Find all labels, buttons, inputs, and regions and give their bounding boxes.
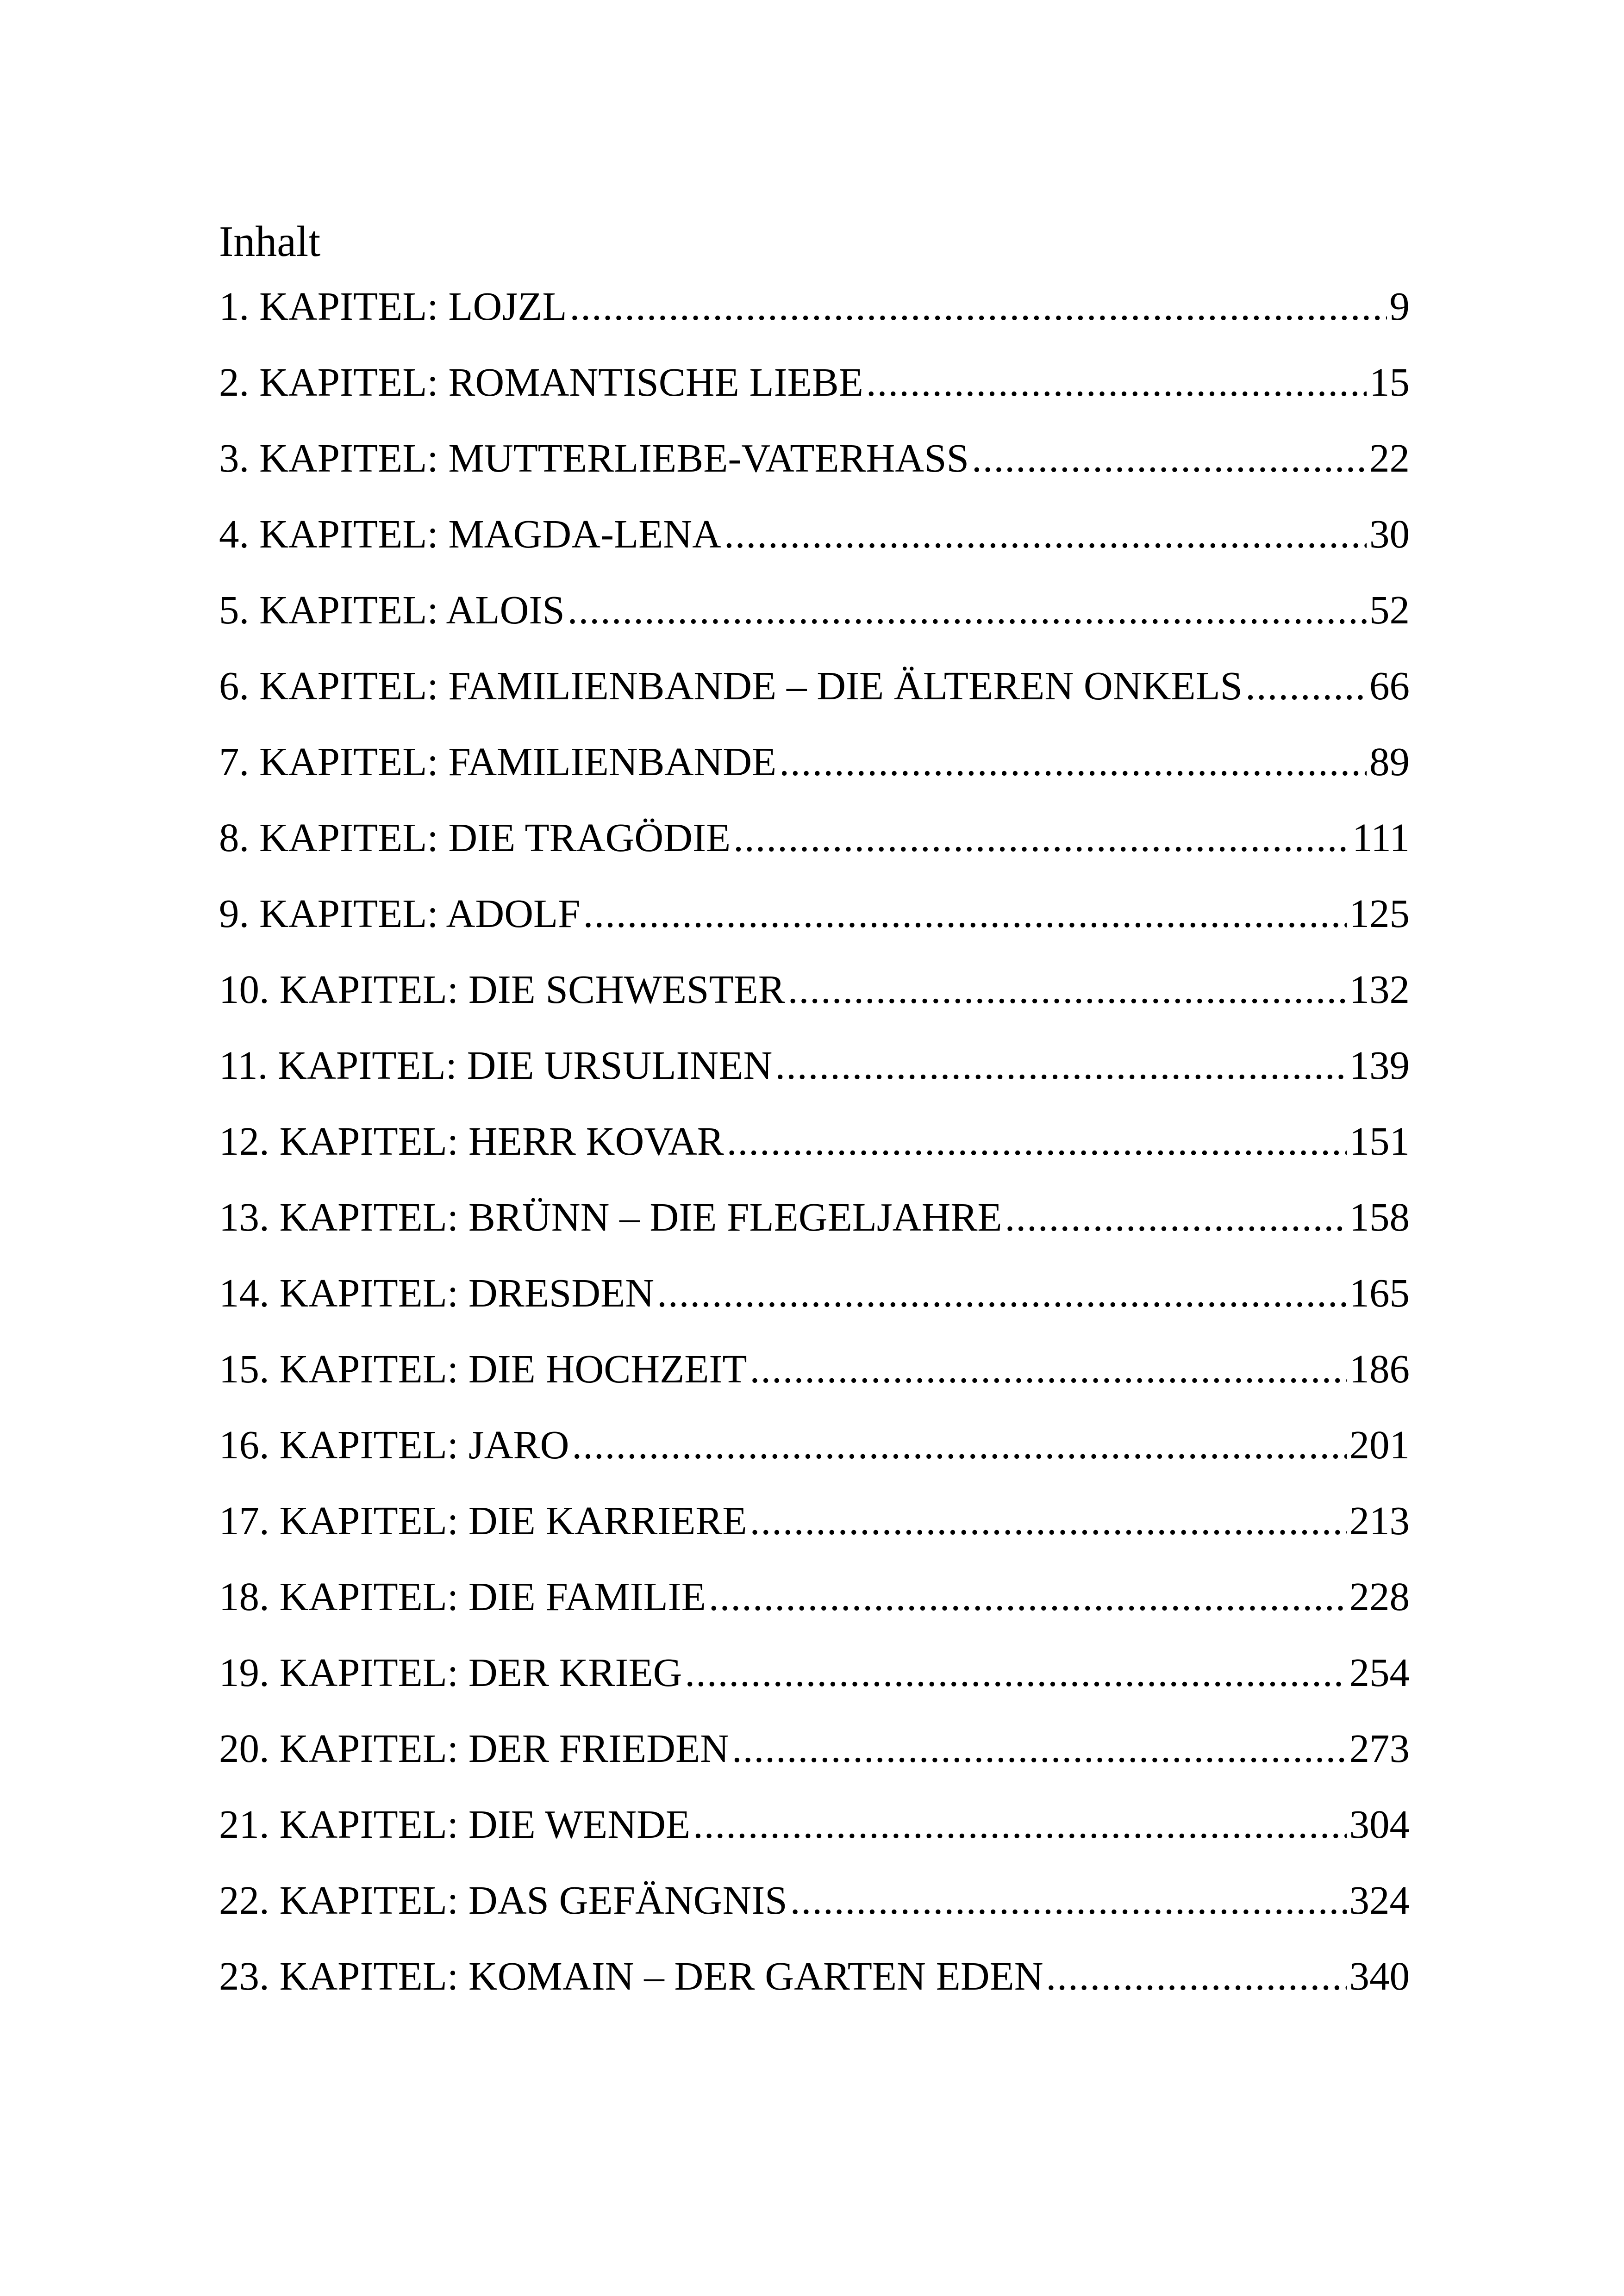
- toc-entry-label: 20. KAPITEL: DER FRIEDEN: [219, 1726, 729, 1771]
- toc-entry[interactable]: [219, 1018, 1410, 1094]
- toc-dot-leader: [583, 885, 1347, 942]
- toc-entry-label: 15. KAPITEL: DIE HOCHZEIT: [219, 1346, 747, 1391]
- toc-entry-page-number: 186: [1349, 1346, 1410, 1391]
- toc-entry-page-number: 340: [1349, 1954, 1410, 1998]
- toc-dot-leader: [750, 1340, 1346, 1398]
- toc-entry-label: 12. KAPITEL: HERR KOVAR: [219, 1119, 724, 1164]
- toc-entry[interactable]: [219, 1777, 1410, 1853]
- toc-entry-label: 18. KAPITEL: DIE FAMILIE: [219, 1574, 706, 1619]
- toc-entry[interactable]: [219, 1929, 1410, 2005]
- toc-dot-leader: [685, 1644, 1346, 1701]
- toc-entry[interactable]: [219, 1701, 1410, 1777]
- toc-entry-label: 8. KAPITEL: DIE TRAGÖDIE: [219, 815, 731, 860]
- toc-entry-label: 9. KAPITEL: ADOLF: [219, 891, 581, 936]
- toc-entry-page-number: 228: [1349, 1574, 1410, 1619]
- toc-entry[interactable]: [219, 1474, 1410, 1549]
- toc-entry[interactable]: [219, 1094, 1410, 1170]
- toc-entry-page-number: 52: [1369, 587, 1410, 632]
- toc-entry-label: 21. KAPITEL: DIE WENDE: [219, 1802, 691, 1847]
- toc-entry-page-number: 111: [1352, 815, 1410, 860]
- toc-entry-page-number: 22: [1369, 436, 1410, 480]
- toc-entry-page-number: 165: [1349, 1270, 1410, 1315]
- toc-dot-leader: [866, 354, 1367, 411]
- toc-entry[interactable]: [219, 335, 1410, 411]
- toc-entry-page-number: 324: [1349, 1878, 1410, 1923]
- toc-entry[interactable]: [219, 1398, 1410, 1474]
- toc-dot-leader: [1046, 1948, 1347, 2005]
- toc-entry-page-number: 132: [1349, 967, 1410, 1012]
- toc-dot-leader: [1005, 1188, 1347, 1246]
- toc-entry[interactable]: [219, 790, 1410, 866]
- toc-dot-leader: [750, 1492, 1347, 1549]
- toc-dot-leader: [727, 1113, 1347, 1170]
- toc-dot-leader: [788, 961, 1347, 1018]
- toc-entry-page-number: 151: [1349, 1119, 1410, 1164]
- toc-entry-label: 22. KAPITEL: DAS GEFÄNGNIS: [219, 1878, 787, 1923]
- toc-entry-page-number: 304: [1349, 1802, 1410, 1847]
- toc-entry[interactable]: [219, 942, 1410, 1018]
- toc-entry[interactable]: [219, 411, 1410, 487]
- toc-entry-page-number: 89: [1369, 739, 1410, 784]
- toc-entry-page-number: 213: [1349, 1498, 1410, 1543]
- toc-entry-label: 10. KAPITEL: DIE SCHWESTER: [219, 967, 785, 1012]
- table-of-contents: [219, 278, 1410, 2005]
- toc-entry-page-number: 273: [1349, 1726, 1410, 1771]
- toc-entry[interactable]: [219, 715, 1410, 790]
- toc-entry[interactable]: [219, 563, 1410, 639]
- toc-dot-leader: [724, 505, 1367, 563]
- toc-entry-page-number: 158: [1349, 1195, 1410, 1239]
- toc-entry[interactable]: [219, 487, 1410, 563]
- toc-entry[interactable]: [219, 639, 1410, 715]
- toc-entry-label: 5. KAPITEL: ALOIS: [219, 587, 565, 632]
- toc-entry-label: 23. KAPITEL: KOMAIN – DER GARTEN EDEN: [219, 1954, 1043, 1998]
- toc-dot-leader: [657, 1264, 1346, 1322]
- toc-entry-page-number: 254: [1349, 1650, 1410, 1695]
- toc-title: Inhalt: [219, 218, 321, 266]
- toc-dot-leader: [972, 429, 1367, 487]
- toc-dot-leader: [779, 733, 1367, 790]
- toc-entry[interactable]: [219, 1170, 1410, 1246]
- toc-entry-label: 17. KAPITEL: DIE KARRIERE: [219, 1498, 747, 1543]
- toc-dot-leader: [732, 1720, 1347, 1777]
- toc-dot-leader: [733, 809, 1349, 866]
- toc-dot-leader: [709, 1568, 1347, 1625]
- toc-entry-label: 11. KAPITEL: DIE URSULINEN: [219, 1043, 773, 1088]
- toc-dot-leader: [1245, 657, 1367, 715]
- toc-entry-page-number: 139: [1349, 1043, 1410, 1088]
- toc-entry-label: 1. KAPITEL: LOJZL: [219, 284, 567, 329]
- toc-entry-label: 6. KAPITEL: FAMILIENBANDE – DIE ÄLTEREN ONKELS: [219, 663, 1243, 708]
- toc-entry-label: 16. KAPITEL: JARO: [219, 1422, 569, 1467]
- toc-entry-label: 13. KAPITEL: BRÜNN – DIE FLEGELJAHRE: [219, 1195, 1002, 1239]
- toc-entry-page-number: 15: [1369, 360, 1410, 404]
- toc-dot-leader: [568, 581, 1367, 639]
- toc-entry[interactable]: [219, 1549, 1410, 1625]
- toc-entry-page-number: 30: [1369, 511, 1410, 556]
- toc-entry-page-number: 201: [1349, 1422, 1410, 1467]
- toc-entry-label: 2. KAPITEL: ROMANTISCHE LIEBE: [219, 360, 863, 404]
- toc-entry[interactable]: [219, 1853, 1410, 1929]
- toc-entry-label: 4. KAPITEL: MAGDA-LENA: [219, 511, 721, 556]
- toc-entry[interactable]: [219, 1625, 1410, 1701]
- toc-entry[interactable]: [219, 1322, 1410, 1398]
- toc-entry-page-number: 9: [1389, 284, 1410, 329]
- toc-entry-page-number: 66: [1369, 663, 1410, 708]
- toc-entry[interactable]: [219, 278, 1410, 335]
- toc-dot-leader: [569, 278, 1387, 335]
- toc-dot-leader: [790, 1872, 1347, 1929]
- toc-dot-leader: [693, 1796, 1346, 1853]
- toc-entry-label: 3. KAPITEL: MUTTERLIEBE-VATERHASS: [219, 436, 969, 480]
- toc-entry-label: 7. KAPITEL: FAMILIENBANDE: [219, 739, 777, 784]
- toc-entry[interactable]: [219, 1246, 1410, 1322]
- toc-entry-page-number: 125: [1349, 891, 1410, 936]
- toc-entry-label: 19. KAPITEL: DER KRIEG: [219, 1650, 682, 1695]
- toc-dot-leader: [775, 1037, 1346, 1094]
- toc-dot-leader: [572, 1416, 1346, 1474]
- toc-entry[interactable]: [219, 866, 1410, 942]
- toc-entry-label: 14. KAPITEL: DRESDEN: [219, 1270, 655, 1315]
